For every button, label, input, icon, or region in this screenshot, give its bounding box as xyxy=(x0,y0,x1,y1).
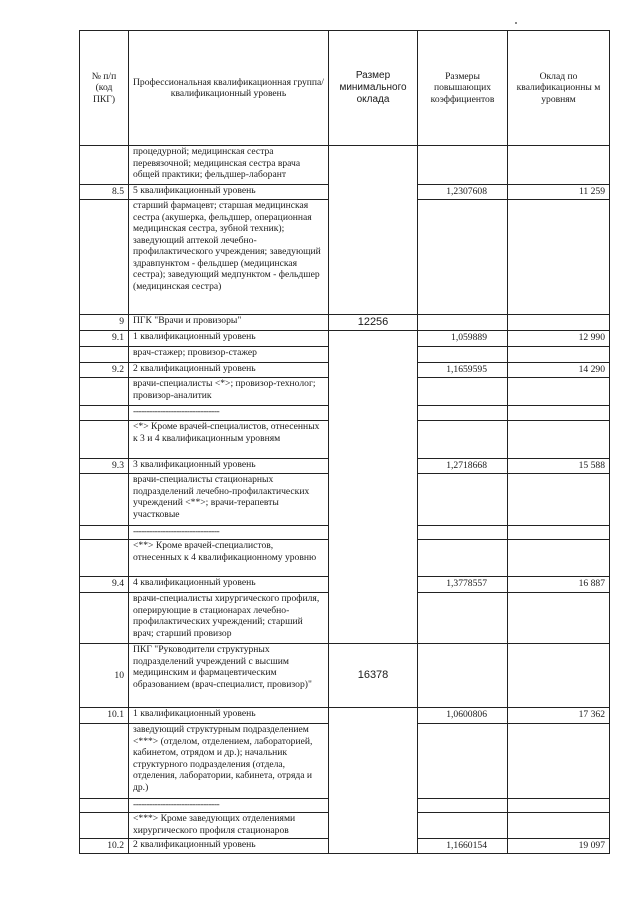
row-salary xyxy=(508,421,610,459)
row-salary xyxy=(508,474,610,526)
row-salary xyxy=(508,526,610,540)
row-min xyxy=(329,347,418,363)
row-num: 9.4 xyxy=(80,577,129,593)
row-min xyxy=(329,526,418,540)
row-group: 5 квалификационный уровень xyxy=(129,185,329,200)
row-group: врачи-специалисты хирургического профиля, оперирующие в стационарах лечебно-профилактических учреждений; старший врач; старший провизор xyxy=(129,593,329,644)
row-coef: 1,0600806 xyxy=(418,708,508,724)
row-min xyxy=(329,474,418,526)
row-min xyxy=(329,459,418,474)
table-row xyxy=(80,331,610,347)
row-num xyxy=(80,724,129,799)
header-salary: Оклад по квалификационны м уровням xyxy=(508,31,610,146)
table-row xyxy=(80,315,610,331)
row-coef xyxy=(418,200,508,315)
row-coef xyxy=(418,378,508,406)
row-salary xyxy=(508,799,610,813)
salary-table xyxy=(79,30,610,854)
row-group: врачи-специалисты стационарных подразделений лечебно-профилактических учреждений <**>; врачи-терапевты участковые xyxy=(129,474,329,526)
row-min xyxy=(329,421,418,459)
row-group: ПКГ "Руководители структурных подразделений учреждений с высшим медицинским и фармацевтическим образованием (врач-специалист, провизор)" xyxy=(129,644,329,708)
table-row xyxy=(80,593,610,644)
table-row xyxy=(80,363,610,378)
row-coef xyxy=(418,593,508,644)
table-row xyxy=(80,421,610,459)
row-salary: 12 990 xyxy=(508,331,610,347)
table-row xyxy=(80,378,610,406)
table-row xyxy=(80,577,610,593)
row-group: врачи-специалисты <*>; провизор-технолог; провизор-аналитик xyxy=(129,378,329,406)
row-coef: 1,2718668 xyxy=(418,459,508,474)
row-num: 9.2 xyxy=(80,363,129,378)
row-min xyxy=(329,200,418,315)
row-min xyxy=(329,839,418,854)
row-coef: 1,059889 xyxy=(418,331,508,347)
table-row xyxy=(80,799,610,813)
header-coef: Размеры повышающих коэффициентов xyxy=(418,31,508,146)
row-min xyxy=(329,146,418,185)
row-num xyxy=(80,200,129,315)
row-separator: -------------------------------- xyxy=(129,406,329,421)
row-salary xyxy=(508,593,610,644)
row-footnote: <*> Кроме врачей-специалистов, отнесенных к 3 и 4 квалификационным уровням xyxy=(129,421,329,459)
row-min xyxy=(329,331,418,347)
table-row xyxy=(80,724,610,799)
row-num: 8.5 xyxy=(80,185,129,200)
row-group: 4 квалификационный уровень xyxy=(129,577,329,593)
header-min-salary: Размер минимального оклада xyxy=(329,31,418,146)
row-salary xyxy=(508,378,610,406)
row-coef xyxy=(418,347,508,363)
row-coef: 1,2307608 xyxy=(418,185,508,200)
row-salary: 14 290 xyxy=(508,363,610,378)
row-coef xyxy=(418,406,508,421)
row-num: 10.2 xyxy=(80,839,129,854)
row-group: процедурной; медицинская сестра перевязочной; медицинская сестра врача общей практики; фельдшер-лаборант xyxy=(129,146,329,185)
row-coef: 1,3778557 xyxy=(418,577,508,593)
row-salary xyxy=(508,813,610,839)
row-num xyxy=(80,146,129,185)
row-min: 16378 xyxy=(329,644,418,708)
row-min xyxy=(329,540,418,577)
row-num xyxy=(80,421,129,459)
row-group: 1 квалификационный уровень xyxy=(129,708,329,724)
row-salary xyxy=(508,540,610,577)
row-num: 9 xyxy=(80,315,129,331)
row-min xyxy=(329,406,418,421)
row-num xyxy=(80,406,129,421)
row-num: 9.1 xyxy=(80,331,129,347)
row-min xyxy=(329,378,418,406)
row-min xyxy=(329,185,418,200)
table-row xyxy=(80,644,610,708)
table-row xyxy=(80,200,610,315)
header-group: Профессиональная квалификационная группа/квалификационный уровень xyxy=(129,31,329,146)
table-row xyxy=(80,347,610,363)
row-footnote: <**> Кроме врачей-специалистов, отнесенных к 4 квалификационному уровню xyxy=(129,540,329,577)
row-min xyxy=(329,708,418,724)
table-header-row xyxy=(80,31,610,146)
table-row xyxy=(80,146,610,185)
row-coef xyxy=(418,526,508,540)
row-num xyxy=(80,526,129,540)
row-num xyxy=(80,799,129,813)
row-num xyxy=(80,347,129,363)
row-num xyxy=(80,540,129,577)
row-coef xyxy=(418,421,508,459)
row-salary: 16 887 xyxy=(508,577,610,593)
row-group: 3 квалификационный уровень xyxy=(129,459,329,474)
row-salary xyxy=(508,644,610,708)
row-coef xyxy=(418,799,508,813)
table-row xyxy=(80,708,610,724)
row-min xyxy=(329,724,418,799)
row-num: 10 xyxy=(80,644,129,708)
row-coef xyxy=(418,315,508,331)
row-group: врач-стажер; провизор-стажер xyxy=(129,347,329,363)
row-coef xyxy=(418,474,508,526)
row-coef: 1,1660154 xyxy=(418,839,508,854)
table-row xyxy=(80,813,610,839)
row-coef xyxy=(418,644,508,708)
table-row xyxy=(80,540,610,577)
row-separator: -------------------------------- xyxy=(129,526,329,540)
row-group: ПГК "Врачи и провизоры" xyxy=(129,315,329,331)
row-salary xyxy=(508,406,610,421)
table-row xyxy=(80,459,610,474)
row-salary: 17 362 xyxy=(508,708,610,724)
row-coef xyxy=(418,146,508,185)
row-salary xyxy=(508,200,610,315)
row-min xyxy=(329,799,418,813)
table-row xyxy=(80,185,610,200)
row-num: 10.1 xyxy=(80,708,129,724)
row-min xyxy=(329,363,418,378)
header-num: № п/п (код ПКГ) xyxy=(80,31,129,146)
row-min xyxy=(329,577,418,593)
row-coef xyxy=(418,813,508,839)
row-num xyxy=(80,593,129,644)
row-salary xyxy=(508,315,610,331)
row-coef: 1,1659595 xyxy=(418,363,508,378)
row-salary: 15 588 xyxy=(508,459,610,474)
row-salary xyxy=(508,347,610,363)
row-separator: -------------------------------- xyxy=(129,799,329,813)
row-salary: 19 097 xyxy=(508,839,610,854)
row-num xyxy=(80,813,129,839)
table-row xyxy=(80,406,610,421)
row-min xyxy=(329,813,418,839)
row-group: старший фармацевт; старшая медицинская сестра (акушерка, фельдшер, операционная медицинская сестра, зубной техник); заведующий аптекой лечебно-профилактического учреждения; заведующий здравпунктом - фельдшер (медицинская сестра); заведующий медпунктом - фельдшер (медицинская сестра) xyxy=(129,200,329,315)
row-salary: 11 259 xyxy=(508,185,610,200)
row-min xyxy=(329,593,418,644)
row-salary xyxy=(508,146,610,185)
row-min: 12256 xyxy=(329,315,418,331)
scan-speck xyxy=(515,22,517,24)
row-num xyxy=(80,378,129,406)
table-row xyxy=(80,474,610,526)
row-num: 9.3 xyxy=(80,459,129,474)
table-row xyxy=(80,526,610,540)
row-coef xyxy=(418,540,508,577)
row-num xyxy=(80,474,129,526)
row-group: 2 квалификационный уровень xyxy=(129,839,329,854)
row-group: заведующий структурным подразделением <***> (отделом, отделением, лабораторией, кабинетом, отрядом и др.); начальник структурного подразделения (отдела, отделения, лаборатории, кабинета, отряда и др.) xyxy=(129,724,329,799)
row-group: 2 квалификационный уровень xyxy=(129,363,329,378)
row-coef xyxy=(418,724,508,799)
row-footnote: <***> Кроме заведующих отделениями хирургического профиля стационаров xyxy=(129,813,329,839)
row-group: 1 квалификационный уровень xyxy=(129,331,329,347)
table-row xyxy=(80,839,610,854)
row-salary xyxy=(508,724,610,799)
